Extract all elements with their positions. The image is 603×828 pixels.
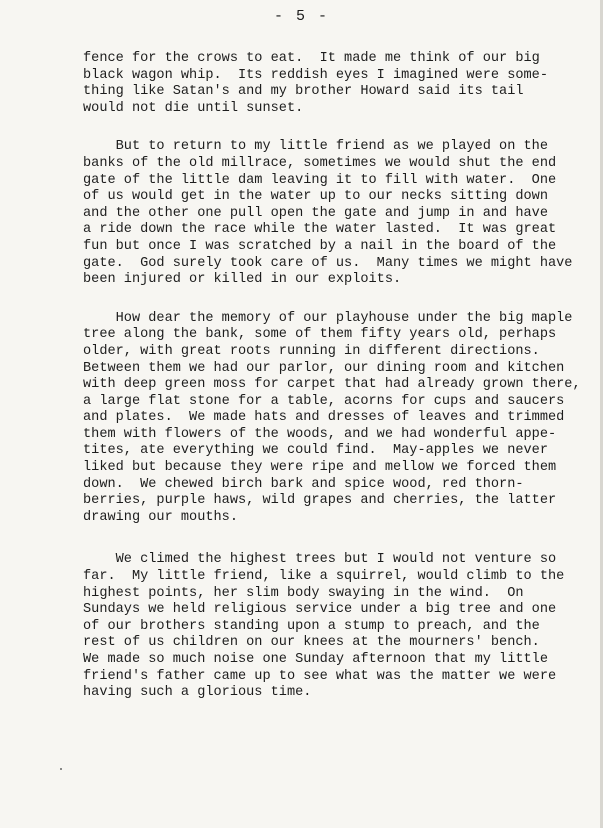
text-line: down. We chewed birch bark and spice wood, red thorn- <box>83 476 524 492</box>
text-line: and the other one pull open the gate and jump in and have <box>83 205 548 221</box>
text-line: berries, purple haws, wild grapes and cherries, the latter <box>83 493 557 509</box>
paragraph-1 <box>83 51 598 117</box>
paper-speck <box>60 768 62 770</box>
paragraph-2 <box>83 139 598 288</box>
paragraph-gap <box>83 526 598 552</box>
body-text <box>83 51 598 702</box>
text-line: having such a glorious time. <box>83 685 312 701</box>
text-line: How dear the memory of our playhouse under the big maple <box>83 310 573 326</box>
paragraph-gap <box>83 289 598 311</box>
text-line: We climed the highest trees but I would not venture so <box>83 552 557 568</box>
text-line: of us would get in the water up to our necks sitting down <box>83 189 548 205</box>
text-line: a large flat stone for a table, acorns for cups and saucers <box>83 393 565 409</box>
text-line: liked but because they were ripe and mellow we forced them <box>83 460 557 476</box>
text-line: far. My little friend, like a squirrel, would climb to the <box>83 569 565 585</box>
paragraph-4 <box>83 552 598 701</box>
text-line: We made so much noise one Sunday afternoon that my little <box>83 652 548 667</box>
text-line: fence for the crows to eat. It made me think of our big <box>83 51 540 66</box>
text-line: would not die until sunset. <box>83 100 304 116</box>
text-line: black wagon whip. Its reddish eyes I imagined were some- <box>83 67 548 83</box>
text-line: drawing our mouths. <box>83 509 238 525</box>
text-line: fun but once I was scratched by a nail in the board of the <box>83 238 557 254</box>
text-line: tree along the bank, some of them fifty years old, perhaps <box>83 327 557 343</box>
text-line: with deep green moss for carpet that had already grown there, <box>83 377 581 393</box>
text-line: older, with great roots running in different directions. <box>83 343 540 359</box>
paragraph-gap <box>83 117 598 139</box>
text-line: highest points, her slim body swaying in the wind. On <box>83 585 524 601</box>
text-line: Sundays we held religious service under a big tree and one <box>83 602 557 618</box>
text-line: them with flowers of the woods, and we had wonderful appe- <box>83 426 557 442</box>
text-line: gate of the little dam leaving it to fill with water. One <box>83 172 557 188</box>
text-line: Between them we had our parlor, our dining room and kitchen <box>83 360 565 376</box>
text-line: gate. God surely took care of us. Many times we might have <box>83 255 573 271</box>
text-line: banks of the old millrace, sometimes we would shut the end <box>83 155 557 171</box>
paragraph-3 <box>83 311 598 527</box>
text-line: of our brothers standing upon a stump to preach, and the <box>83 618 540 634</box>
text-line: a ride down the race while the water lasted. It was great <box>83 222 557 238</box>
text-line: thing like Satan's and my brother Howard said its tail <box>83 84 524 100</box>
text-line: friend's father came up to see what was the matter we were <box>83 668 557 684</box>
text-line: been injured or killed in our exploits. <box>83 272 402 288</box>
page-number: - 5 - <box>273 8 329 25</box>
text-line: rest of us children on our knees at the mourners' bench. <box>83 635 540 651</box>
text-line: and plates. We made hats and dresses of leaves and trimmed <box>83 410 565 426</box>
text-line: But to return to my little friend as we played on the <box>83 139 548 155</box>
text-line: tites, ate everything we could find. May-apples we never <box>83 443 548 459</box>
